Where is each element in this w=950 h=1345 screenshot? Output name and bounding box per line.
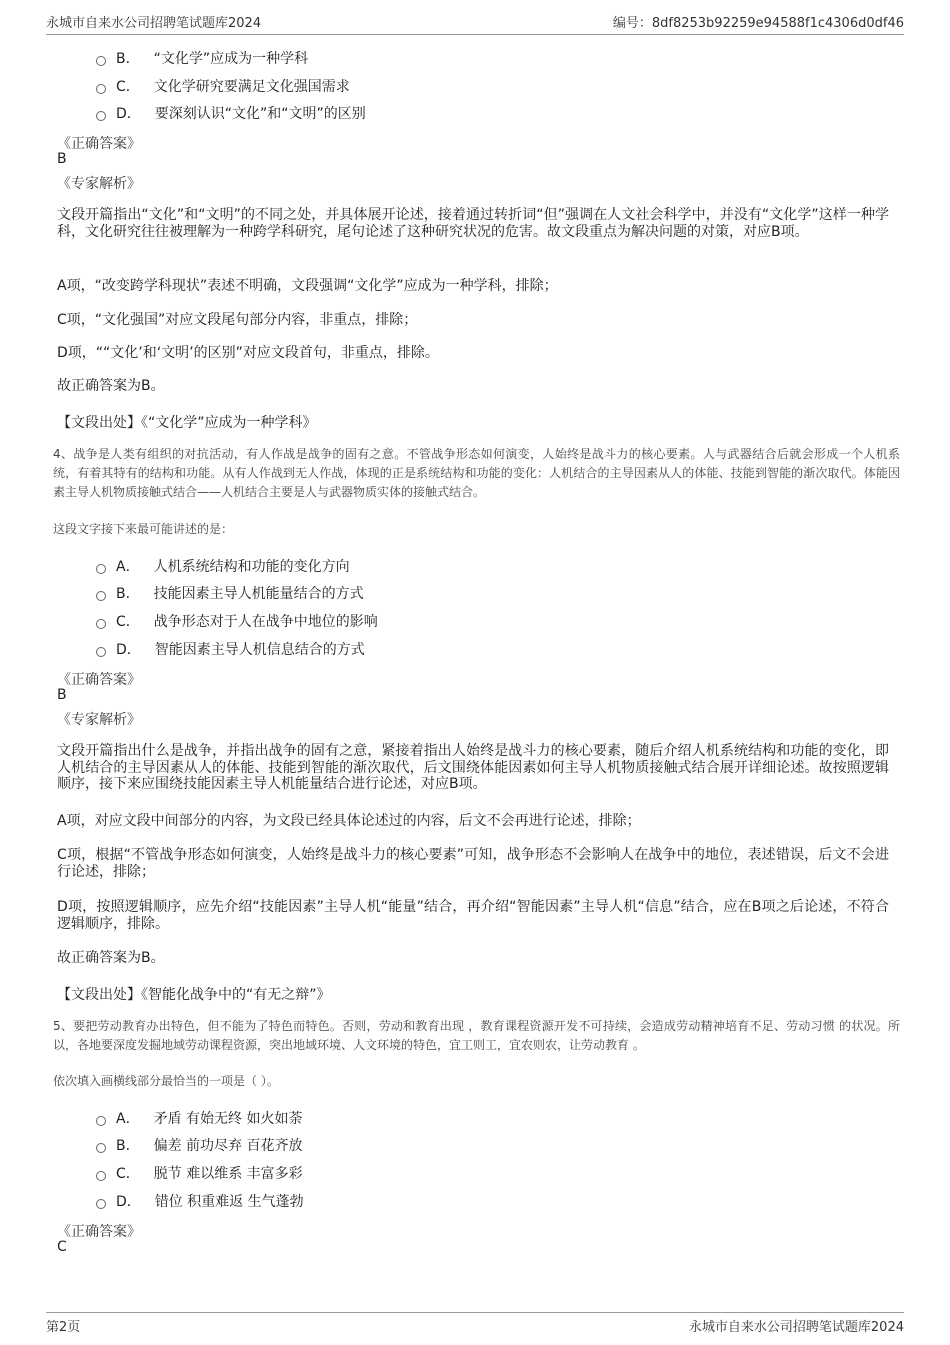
- q3-analysis-label: 《专家解析》: [57, 176, 141, 192]
- q5-option-d[interactable]: D． 错位 积重难返 生气蓬勃: [96, 1191, 304, 1211]
- page-footer: [46, 1312, 904, 1335]
- q4-option-d[interactable]: D． 智能因素主导人机信息结合的方式: [96, 639, 365, 659]
- radio-icon[interactable]: [96, 84, 106, 94]
- q4-option-c[interactable]: C． 战争形态对于人在战争中地位的影响: [96, 611, 378, 631]
- q4-option-a[interactable]: A． 人机系统结构和功能的变化方向: [96, 556, 350, 576]
- radio-icon[interactable]: [96, 1116, 106, 1126]
- q5-answer: C: [57, 1239, 67, 1255]
- q3-source: 【文段出处】《“文化学”应成为一种学科》: [57, 415, 317, 431]
- q4-answer: B: [57, 687, 67, 703]
- q4-question-text: 4、战争是人类有组织的对抗活动，有人作战是战争的固有之意。不管战争形态如何演变，人始终是战斗力的核心要素。人与武器结合后就会形成一个人机系统，有着其特有的结构和功能。从有人作战到无人作战，体现的正是系统结构和功能的变化：人机结合的主导因素从人的体能、技能到智能的渐次取代。体能因素主导人机物质接触式结合——人机结合主要是人与武器物质实体的接触式结合。: [53, 447, 900, 499]
- q3-analysis-paragraph: 文段开篇指出“文化”和“文明”的不同之处，并具体展开论述，接着通过转折词“但”强调在人文社会科学中，并没有“文化学”这样一种学科，文化研究往往被理解为一种跨学科研究，尾句论述了这种研究状况的危害。故文段重点为解决问题的对策，对应B项。: [57, 207, 889, 240]
- q4-source: 【文段出处】《智能化战争中的“有无之辩”》: [57, 987, 331, 1003]
- radio-icon[interactable]: [96, 111, 106, 121]
- q3-analysis-paragraph: D项，““文化’和‘文明’的区别”对应文段首句，非重点，排除。: [57, 345, 439, 361]
- q5-prompt: 依次填入画横线部分最恰当的一项是（ ）。: [53, 1074, 279, 1088]
- q3-option-c[interactable]: C． 文化学研究要满足文化强国需求: [96, 76, 350, 96]
- q3-option-d[interactable]: D． 要深刻认识“文化”和“文明”的区别: [96, 103, 366, 123]
- page-number: 第2页: [46, 1320, 81, 1335]
- radio-icon[interactable]: [96, 564, 106, 574]
- page-header: [46, 12, 904, 35]
- q4-analysis-paragraph: 故正确答案为B。: [57, 950, 165, 966]
- q5-answer-label: 《正确答案》: [57, 1224, 141, 1240]
- q5-question-text: 5、要把劳动教育办出特色，但不能为了特色而特色。否则，劳动和教育出现 ，教育课程资源开发不可持续，会造成劳动精神培育不足、劳动习惯 的状况。所以，各地要深度发掘地域劳动课程资源，突出地域环境、人文环境的特色，宜工则工，宜农则农，让劳动教育 。: [53, 1019, 900, 1052]
- q4-analysis-paragraph: D项，按照逻辑顺序，应先介绍“技能因素”主导人机“能量”结合，再介绍“智能因素”主导人机“信息”结合，应在B项之后论述，不符合逻辑顺序，排除。: [57, 899, 889, 932]
- q3-analysis-paragraph: 故正确答案为B。: [57, 378, 165, 394]
- q4-analysis-paragraph: A项，对应文段中间部分的内容，为文段已经具体论述过的内容，后文不会再进行论述，排除；: [57, 813, 641, 829]
- q5-option-c[interactable]: C． 脱节 难以维系 丰富多彩: [96, 1163, 303, 1183]
- radio-icon[interactable]: [96, 591, 106, 601]
- footer-title: 永城市自来水公司招聘笔试题库2024: [688, 1320, 904, 1335]
- radio-icon[interactable]: [96, 1171, 106, 1181]
- q3-answer: B: [57, 151, 67, 167]
- radio-icon[interactable]: [96, 1199, 106, 1209]
- q5-option-a[interactable]: A． 矛盾 有始无终 如火如荼: [96, 1108, 302, 1128]
- q3-analysis-paragraph: A项，“改变跨学科现状”表述不明确，文段强调“文化学”应成为一种学科，排除；: [57, 278, 558, 294]
- q4-analysis-label: 《专家解析》: [57, 712, 141, 728]
- header-serial-number: 编号：8df8253b92259e94588f1c4306d0df46: [612, 16, 904, 31]
- header-title: 永城市自来水公司招聘笔试题库2024: [46, 16, 262, 31]
- radio-icon[interactable]: [96, 647, 106, 657]
- q4-answer-label: 《正确答案》: [57, 672, 141, 688]
- radio-icon[interactable]: [96, 1143, 106, 1153]
- q4-analysis-paragraph: 文段开篇指出什么是战争，并指出战争的固有之意，紧接着指出人始终是战斗力的核心要素，随后介绍人机系统结构和功能的变化，即人机结合的主导因素从人的体能、技能到智能的渐次取代，后文围绕体能因素如何主导人机物质接触式结合展开详细论述。故按照逻辑顺序，接下来应围绕技能因素主导人机能量结合进行论述，对应B项。: [57, 743, 889, 792]
- q3-analysis-paragraph: C项，“文化强国”对应文段尾句部分内容，非重点，排除；: [57, 312, 418, 328]
- radio-icon[interactable]: [96, 56, 106, 66]
- q4-option-b[interactable]: B． 技能因素主导人机能量结合的方式: [96, 583, 364, 603]
- q4-analysis-paragraph: C项，根据“不管战争形态如何演变，人始终是战斗力的核心要素”可知，战争形态不会影响人在战争中的地位，表述错误，后文不会进行论述，排除；: [57, 847, 889, 880]
- q4-prompt: 这段文字接下来最可能讲述的是：: [53, 522, 234, 536]
- q3-answer-label: 《正确答案》: [57, 136, 141, 152]
- q3-option-b[interactable]: B． “文化学”应成为一种学科: [96, 48, 308, 68]
- q5-option-b[interactable]: B． 偏差 前功尽弃 百花齐放: [96, 1135, 303, 1155]
- radio-icon[interactable]: [96, 619, 106, 629]
